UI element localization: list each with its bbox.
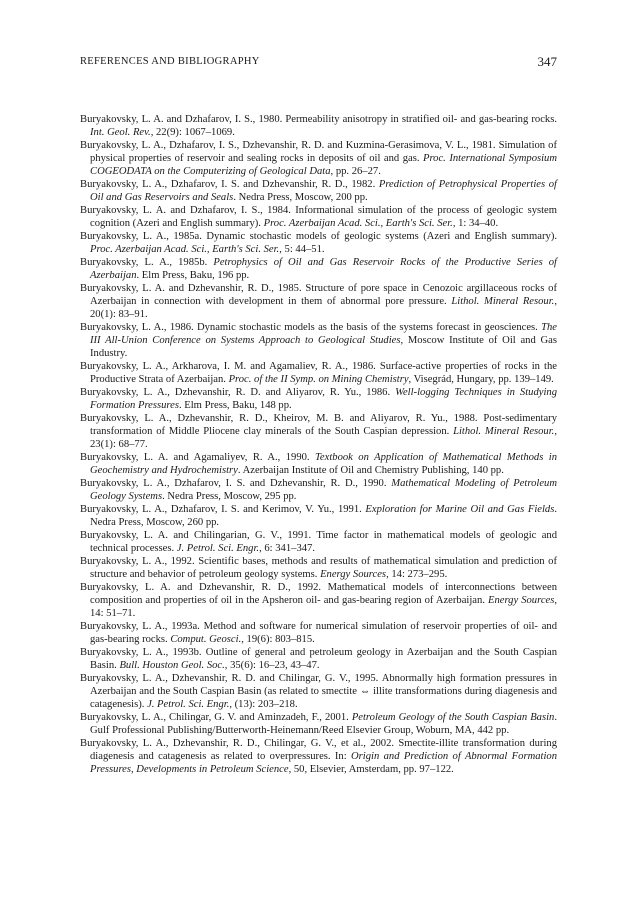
reference-text: Buryakovsky, L. A., Chilingar, G. V. and Aminzadeh, F., 2001.	[80, 712, 352, 723]
reference-source-title: Petroleum Geology of the South Caspian Basin	[351, 712, 555, 723]
reference-text: , Moscow Institute of Oil and Gas Industry.	[90, 335, 557, 359]
page-header	[80, 56, 557, 72]
reference-source-title: Proc. International Symposium COGEODATA on the Computerizing of Geological Data	[90, 153, 558, 177]
reference-entry	[80, 412, 557, 451]
reference-text: Buryakovsky, L. A., 1985b.	[80, 257, 214, 268]
reference-entry	[80, 737, 557, 776]
reference-text: . Nedra Press, Moscow, 260 pp.	[90, 504, 557, 528]
reference-source-title: Exploration for Marine Oil and Gas Fields	[365, 504, 555, 515]
reference-text: , 22(9): 1067–1069.	[150, 127, 235, 138]
reference-entry	[80, 555, 557, 581]
reference-text: Buryakovsky, L. A. and Dzhevanshir, R. D., 1992. Mathematical models of interconnections between composition and properties of oil in the Apsheron oil- and gas-bearing region of Azerbaijan.	[80, 582, 557, 606]
reference-entry	[80, 204, 557, 230]
reference-text: , 1: 34–40.	[452, 218, 499, 229]
reference-text: Buryakovsky, L. A., Dzhafarov, I. S., Dzhevanshir, R. D. and Kuzmina-Gerasimova, V. L., 1981. Simulation of physical properties of reservoir and sealing rocks in deposits of oil and gas.	[80, 140, 557, 164]
reference-text: , 50, Elsevier, Amsterdam, pp. 97–122.	[288, 764, 454, 775]
reference-text: . Elm Press, Baku, 196 pp.	[136, 270, 250, 281]
reference-entry	[80, 646, 557, 672]
reference-entry	[80, 386, 557, 412]
running-title: REFERENCES AND BIBLIOGRAPHY	[80, 56, 260, 67]
reference-text: Buryakovsky, L. A. and Dzhafarov, I. S., 1980. Permeability anisotropy in stratified oil- and gas-bearing rocks.	[80, 114, 557, 125]
reference-source-title: The III All-Union Conference on Systems Approach to Geological Studies	[90, 322, 557, 346]
reference-entry	[80, 529, 557, 555]
reference-source-title: Comput. Geosci.	[170, 634, 242, 645]
reference-text: Buryakovsky, L. A., Dzhafarov, I. S. and Dzhevanshir, R. D., 1982.	[80, 179, 379, 190]
reference-list	[80, 113, 557, 776]
reference-text: Buryakovsky, L. A. and Dzhevanshir, R. D., 1985. Structure of pore space in Cenozoic argillaceous rocks of Azerbaijan in connection with development in them of abnormal pore pressure.	[80, 283, 557, 307]
reference-source-title: Bull. Houston Geol. Soc.	[119, 660, 225, 671]
reference-entry	[80, 282, 557, 321]
reference-text: , (13): 203–218.	[229, 699, 298, 710]
reference-text: Buryakovsky, L. A., Dzhevanshir, R. D. and Aliyarov, R. Yu., 1986.	[80, 387, 396, 398]
reference-text: Buryakovsky, L. A., Dzhafarov, I. S. and Kerimov, V. Yu., 1991.	[80, 504, 366, 515]
reference-source-title: Prediction of Petrophysical Properties of Oil and Gas Reservoirs and Seals	[90, 179, 557, 203]
reference-text: Buryakovsky, L. A. and Agamaliyev, R. A., 1990.	[80, 452, 315, 463]
reference-source-title: Proc. Azerbaijan Acad. Sci., Earth's Sci. Ser.	[263, 218, 453, 229]
reference-source-title: Petrophysics of Oil and Gas Reservoir Rocks of the Productive Series of Azerbaijan	[90, 257, 558, 281]
reference-text: , 14: 273–295.	[386, 569, 448, 580]
reference-source-title: Energy Sources	[320, 569, 387, 580]
reference-text: Buryakovsky, L. A., 1993a. Method and software for numerical simulation of reservoir properties of oil- and gas-bearing rocks.	[80, 621, 557, 645]
reference-text: , 19(6): 803–815.	[241, 634, 315, 645]
reference-entry	[80, 178, 557, 204]
reference-source-title: J. Petrol. Sci. Engr.	[147, 699, 230, 710]
reference-text: , pp. 26–27.	[330, 166, 381, 177]
reference-entry	[80, 477, 557, 503]
reference-text: Buryakovsky, L. A., Dzhevanshir, R. D., Kheirov, M. B. and Aliyarov, R. Yu., 1988. Post-sedimentary transformation of Middle Pliocene clay minerals of the South Caspian depression.	[80, 413, 557, 437]
reference-text: , 6: 341–347.	[259, 543, 315, 554]
reference-entry	[80, 451, 557, 477]
reference-entry	[80, 503, 557, 529]
reference-source-title: Textbook on Application of Mathematical Methods in Geochemistry and Hydrochemistry	[90, 452, 557, 476]
reference-text: . Nedra Press, Moscow, 295 pp.	[162, 491, 297, 502]
page-number: 347	[537, 54, 557, 69]
reference-source-title: J. Petrol. Sci. Engr.	[176, 543, 260, 554]
reference-entry	[80, 230, 557, 256]
reference-text: Buryakovsky, L. A. and Chilingarian, G. V., 1991. Time factor in mathematical models of geologic and technical processes.	[80, 530, 557, 554]
reference-source-title: Origin and Prediction of Abnormal Formation Pressures, Developments in Petroleum Science	[90, 751, 557, 775]
reference-source-title: Proc. of the II Symp. on Mining Chemistry	[228, 374, 409, 385]
reference-text: , 23(1): 68–77.	[90, 426, 557, 450]
reference-text: Buryakovsky, L. A., Dzhevanshir, R. D., Chilingar, G. V., et al., 2002. Smectite-illite transformation during diagenesis and catagenesis as related to overpressures. In:	[80, 738, 557, 762]
reference-text: . Nedra Press, Moscow, 200 pp.	[233, 192, 368, 203]
reference-text: Buryakovsky, L. A., Dzhafarov, I. S. and Dzhevanshir, R. D., 1990.	[80, 478, 392, 489]
reference-text: , 20(1): 83–91.	[90, 296, 557, 320]
reference-text: . Elm Press, Baku, 148 pp.	[178, 400, 292, 411]
reference-text: , Visegrád, Hungary, pp. 139–149.	[408, 374, 554, 385]
reference-text: , 35(6): 16–23, 43–47.	[224, 660, 320, 671]
reference-text: Buryakovsky, L. A., 1986. Dynamic stochastic models as the basis of the systems forecast in geosciences.	[80, 322, 542, 333]
reference-source-title: Int. Geol. Rev.	[90, 127, 151, 138]
reference-text: Buryakovsky, L. A., 1993b. Outline of general and petroleum geology in Azerbaijan and the South Caspian Basin.	[80, 647, 557, 671]
reference-text: , 5: 44–51.	[279, 244, 325, 255]
reference-entry	[80, 711, 557, 737]
reference-text: Buryakovsky, L. A., Arkharova, I. M. and Agamaliev, R. A., 1986. Surface-active properties of rocks in the Productive Strata of Azerbaijan.	[80, 361, 557, 385]
reference-source-title: Mathematical Modeling of Petroleum Geology Systems	[90, 478, 557, 502]
reference-text: . Azerbaijan Institute of Oil and Chemistry Publishing, 140 pp.	[237, 465, 504, 476]
reference-entry	[80, 139, 557, 178]
reference-text: Buryakovsky, L. A., 1992. Scientific bases, methods and results of mathematical simulation and prediction of structure and behavior of petroleum geology systems.	[80, 556, 557, 580]
reference-source-title: Lithol. Mineral Resour.	[453, 426, 555, 437]
reference-source-title: Well-logging Techniques in Studying Formation Pressures	[90, 387, 557, 411]
reference-entry	[80, 113, 557, 139]
reference-source-title: Lithol. Mineral Resour.	[451, 296, 555, 307]
reference-source-title: Proc. Azerbaijan Acad. Sci., Earth's Sci. Ser.	[90, 244, 280, 255]
reference-entry	[80, 256, 557, 282]
reference-text: Buryakovsky, L. A., 1985a. Dynamic stochastic models of geologic systems (Azeri and English summary).	[80, 231, 557, 242]
reference-text: Buryakovsky, L. A., Dzhevanshir, R. D. and Chilingar, G. V., 1995. Abnormally high formation pressures in Azerbaijan and the South Caspian Basin (as related to smectite ⇔ illite transformations during diagenesis and catagenesis).	[80, 673, 557, 710]
reference-entry	[80, 620, 557, 646]
reference-entry	[80, 321, 557, 360]
reference-entry	[80, 581, 557, 620]
reference-text: . Gulf Professional Publishing/Butterworth-Heinemann/Reed Elsevier Group, Woburn, MA, 442 pp.	[90, 712, 557, 736]
reference-entry	[80, 672, 557, 711]
reference-source-title: Energy Sources	[487, 595, 555, 606]
reference-entry	[80, 360, 557, 386]
reference-text: , 14: 51–71.	[90, 595, 558, 619]
reference-text: Buryakovsky, L. A. and Dzhafarov, I. S., 1984. Informational simulation of the process of geologic system cognition (Azeri and English summary).	[80, 205, 557, 229]
